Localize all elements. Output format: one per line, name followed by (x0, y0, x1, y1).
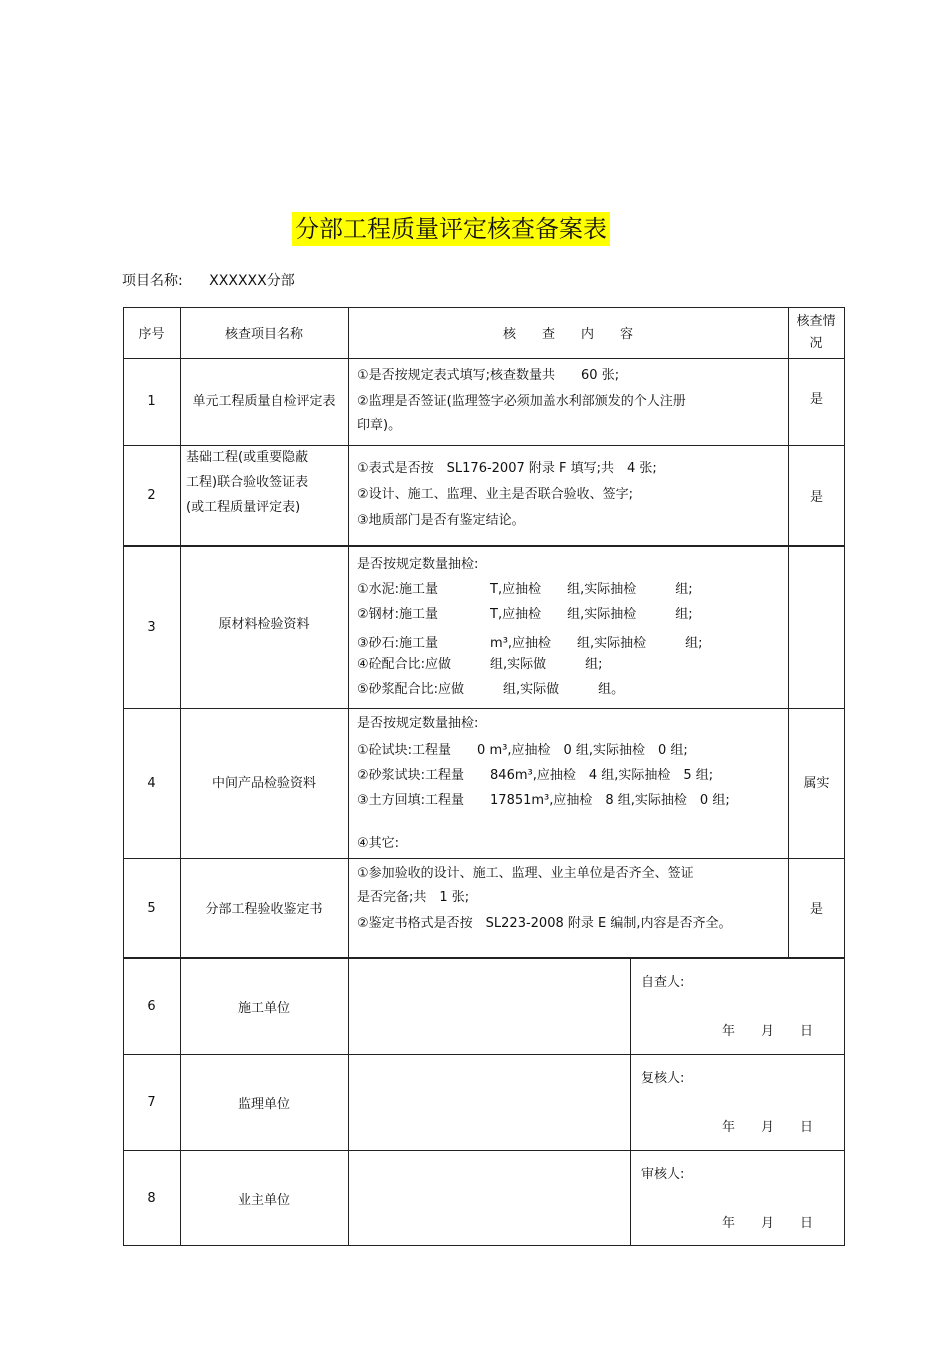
row-5-name: 分部工程验收鉴定书 (205, 901, 323, 917)
row-6-unit: 施工单位 (237, 1000, 290, 1016)
row-6-day: 日 (800, 1024, 814, 1039)
row-6-signer: 自查人: (641, 975, 685, 990)
row-4-line-1: 是否按规定数量抽检: (357, 716, 479, 731)
header-status: 核查情况 (796, 313, 836, 351)
row-6-seq: 6 (147, 998, 156, 1014)
row-7-year: 年 (722, 1120, 736, 1135)
row-8-unit: 业主单位 (237, 1192, 290, 1208)
row-5-line-2: 是否完备;共 1 张; (357, 890, 470, 905)
row-6-year: 年 (722, 1024, 736, 1039)
row-4-line-5: ④其它: (357, 836, 400, 851)
header-content: 核 查 内 容 (502, 327, 633, 342)
row-3-line-4: ③砂石:施工量 m³,应抽检 组,实际抽检 组; (357, 636, 703, 651)
row-2-line-1: ①表式是否按 SL176-2007 附录 F 填写;共 4 张; (357, 461, 657, 476)
row-3-line-1: 是否按规定数量抽检: (357, 557, 479, 572)
row-7-unit: 监理单位 (237, 1096, 290, 1112)
row-4-name: 中间产品检验资料 (211, 775, 316, 791)
row-5-line-1: ①参加验收的设计、施工、监理、业主单位是否齐全、签证 (357, 866, 694, 881)
row-7-date (722, 1116, 813, 1135)
row-3-line-3: ②钢材:施工量 T,应抽检 组,实际抽检 组; (357, 607, 693, 622)
project-label: 项目名称: (122, 273, 183, 289)
row-4-line-2: ①砼试块:工程量 0 m³,应抽检 0 组,实际抽检 0 组; (357, 743, 688, 758)
row-1-name: 单元工程质量自检评定表 (192, 394, 336, 409)
row-3-status (788, 546, 845, 708)
row-3-line-2: ①水泥:施工量 T,应抽检 组,实际抽检 组; (357, 582, 693, 597)
project-value: XXXXXX分部 (209, 273, 295, 289)
page-title: 分部工程质量评定核查备案表 (292, 212, 610, 246)
project-name-line (122, 270, 295, 290)
row-4-status: 属实 (803, 775, 830, 791)
row-7-seq: 7 (147, 1094, 156, 1110)
row-8-month: 月 (761, 1216, 775, 1231)
row-3-line-5: ④砼配合比:应做 组,实际做 组; (357, 657, 603, 672)
header-seq: 序号 (138, 327, 165, 342)
row-5-status: 是 (809, 901, 823, 917)
row-4-line-4: ③土方回填:工程量 17851m³,应抽检 8 组,实际抽检 0 组; (357, 793, 730, 808)
row-2-line-2: ②设计、施工、监理、业主是否联合验收、签字; (357, 487, 634, 502)
row-3-line-6: ⑤砂浆配合比:应做 组,实际做 组。 (357, 682, 625, 697)
row-8-seq: 8 (147, 1190, 156, 1206)
row-1-status: 是 (809, 391, 823, 407)
row-8-signer: 审核人: (641, 1167, 685, 1182)
row-8-day: 日 (800, 1216, 814, 1231)
row-2-seq: 2 (147, 487, 156, 503)
row-4-seq: 4 (147, 775, 156, 791)
row-2-line-3: ③地质部门是否有鉴定结论。 (357, 513, 525, 528)
row-1-line-2: ②监理是否签证(监理签字必须加盖水利部颁发的个人注册 (357, 394, 686, 409)
row-2-name: 基础工程(或重要隐蔽工程)联合验收签证表(或工程质量评定表) (186, 450, 309, 515)
row-7-day: 日 (800, 1120, 814, 1135)
row-1-seq: 1 (147, 394, 156, 409)
row-3-seq: 3 (147, 619, 156, 635)
header-item-name: 核查项目名称 (224, 327, 303, 342)
row-3-name: 原材料检验资料 (218, 616, 310, 632)
row-7-signer: 复核人: (641, 1071, 685, 1086)
row-2-status: 是 (809, 489, 823, 505)
row-8-date (722, 1212, 813, 1231)
row-7-month: 月 (761, 1120, 775, 1135)
row-6-date (722, 1020, 813, 1039)
row-1-line-1: ①是否按规定表式填写;核查数量共 60 张; (357, 368, 620, 383)
row-8-year: 年 (722, 1216, 736, 1231)
row-5-seq: 5 (147, 900, 156, 916)
row-5-line-3: ②鉴定书格式是否按 SL223-2008 附录 E 编制,内容是否齐全。 (357, 916, 732, 931)
row-4-line-3: ②砂浆试块:工程量 846m³,应抽检 4 组,实际抽检 5 组; (357, 768, 714, 783)
row-6-month: 月 (761, 1024, 775, 1039)
row-1-line-3: 印章)。 (357, 418, 402, 433)
